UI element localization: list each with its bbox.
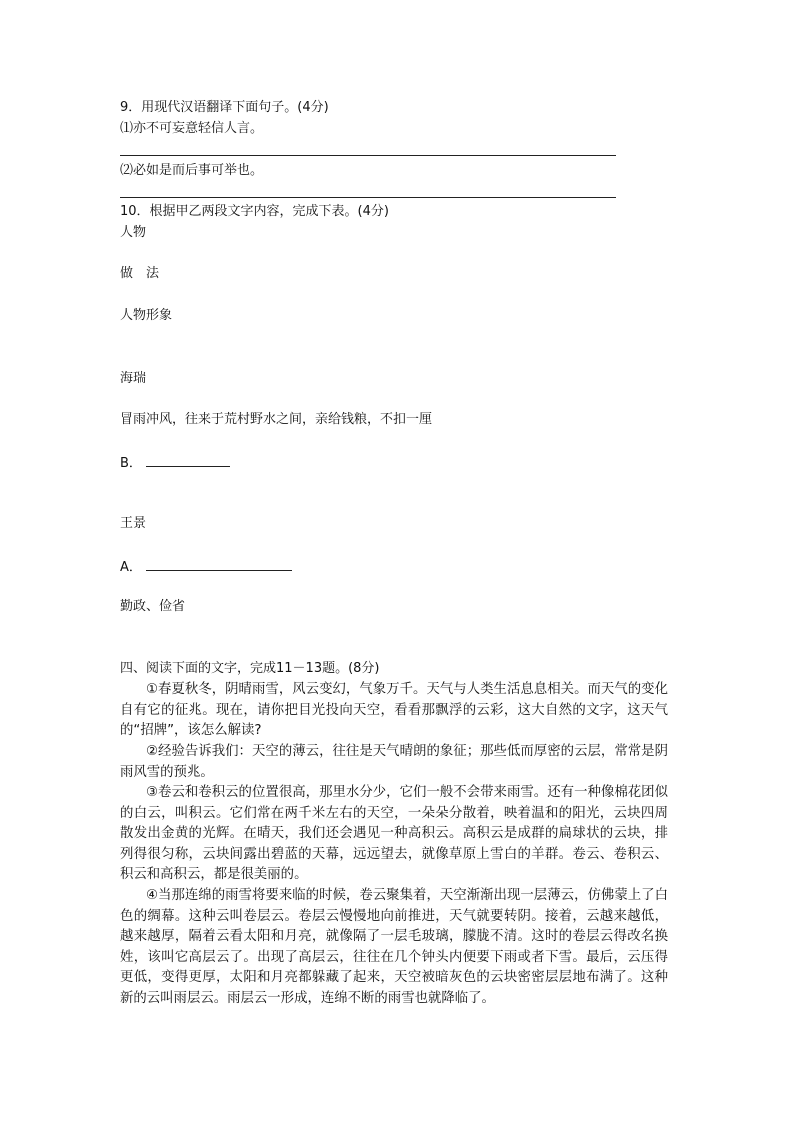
- q10-row2-image: 勤政、俭省: [120, 599, 186, 614]
- section4-paragraph-2: ②经验告诉我们：天空的薄云，往往是天气晴朗的象征；那些低而厚密的云层，常常是阴雨风雪的预兆。: [120, 744, 668, 780]
- q9-item-1: ⑴亦不可妄意轻信人言。: [120, 121, 264, 136]
- q9-item-2: ⑵必如是而后事可举也。: [120, 163, 264, 178]
- q10-row1-action: 冒雨冲风，往来于荒村野水之间，亲给钱粮，不扣一厘: [120, 412, 433, 427]
- section4-title: 四、阅读下面的文字，完成11－13题。(8分): [120, 661, 380, 676]
- section4-paragraph-1: ①春夏秋冬，阴晴雨雪，风云变幻，气象万千。天气与人类生活息息相关。而天气的变化自有它的征兆。现在，请你把目光投向天空，看看那飘浮的云彩，这大自然的文字，这天气的“招牌”，该怎么解读?: [120, 682, 668, 739]
- answer-blank-a[interactable]: [146, 556, 292, 571]
- q10-title: 10．根据甲乙两段文字内容，完成下表。(4分): [120, 204, 389, 219]
- section4-paragraph-4: ④当那连绵的雨雪将要来临的时候，卷云聚集着，天空渐渐出现一层薄云，仿佛蒙上了白色的绸幕。这种云叫卷层云。卷层云慢慢地向前推进，天气就要转阴。接着，云越来越低，越来越厚，隔着云看太阳和月亮，就像隔了一层毛玻璃，朦胧不清。这时的卷层云得改名换姓，该叫它高层云了。出现了高层云，往往在几个钟头内便要下雨或者下雪。最后，云压得更低，变得更厚，太阳和月亮都躲藏了起来，天空被暗灰色的云块密密层层地布满了。这种新的云叫雨层云。雨层云一形成，连绵不断的雨雪也就降临了。: [120, 888, 668, 1006]
- q9-title: 9．用现代汉语翻译下面句子。(4分): [120, 100, 329, 115]
- blank-label-a: A．: [120, 560, 142, 575]
- q10-header-image: 人物形象: [120, 308, 173, 323]
- q9-answer-line-1: [120, 155, 616, 156]
- blank-label-b: B．: [120, 456, 142, 471]
- q10-header-action: 做 法: [120, 266, 160, 281]
- q10-header-person: 人物: [120, 225, 147, 240]
- section4-paragraph-3: ③卷云和卷积云的位置很高，那里水分少，它们一般不会带来雨雪。还有一种像棉花团似的白云，叫积云。它们常在两千米左右的天空，一朵朵分散着，映着温和的阳光，云块四周散发出金黄的光辉。在晴天，我们还会遇见一种高积云。高积云是成群的扁球状的云块，排列得很匀称，云块间露出碧蓝的天幕，远远望去，就像草原上雪白的羊群。卷云、卷积云、积云和高积云，都是很美丽的。: [120, 785, 668, 883]
- q10-row1-blank: [120, 452, 230, 473]
- q9-answer-line-2: [120, 197, 616, 198]
- answer-blank-b[interactable]: [146, 452, 230, 467]
- q10-row2-person: 王景: [120, 516, 147, 531]
- q10-row1-person: 海瑞: [120, 371, 147, 386]
- q10-row2-blank: [120, 556, 292, 577]
